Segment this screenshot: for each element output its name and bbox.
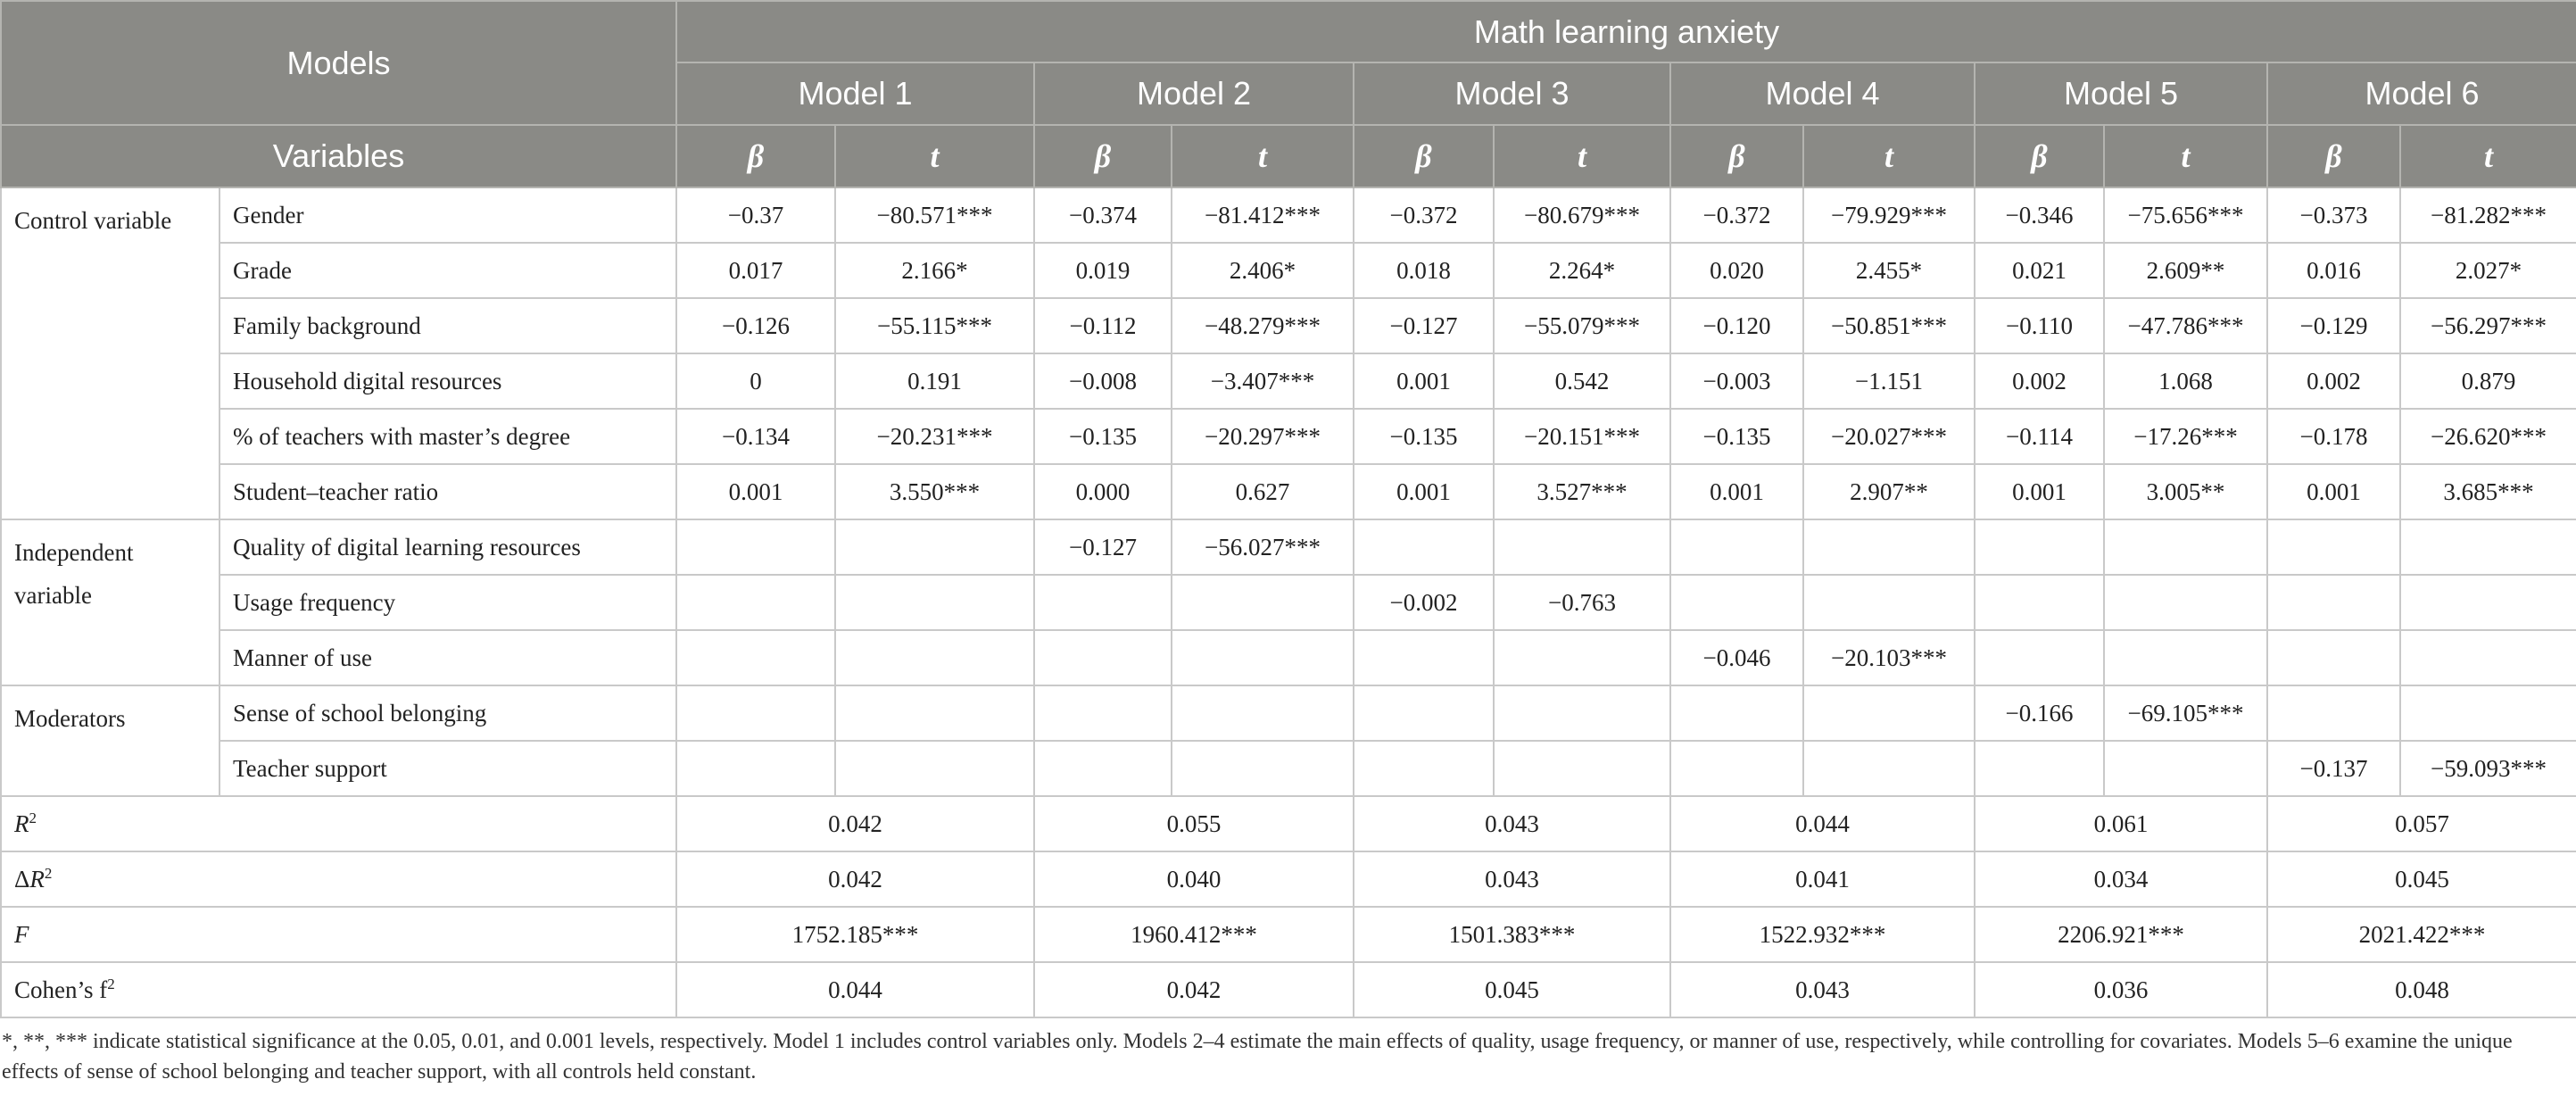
t-cell: −17.26*** — [2104, 409, 2267, 464]
t-cell — [1172, 741, 1354, 796]
t-cell — [835, 575, 1034, 630]
t-cell — [1803, 685, 1975, 741]
stat-superscript: 2 — [44, 864, 53, 882]
beta-cell — [1975, 519, 2104, 575]
beta-cell: −0.137 — [2267, 741, 2400, 796]
variables-header: Variables — [1, 125, 676, 187]
t-cell — [1172, 685, 1354, 741]
t-cell: −20.231*** — [835, 409, 1034, 464]
table-row — [1, 298, 2576, 353]
beta-cell: −0.135 — [1034, 409, 1172, 464]
t-cell — [1803, 575, 1975, 630]
beta-cell: −0.129 — [2267, 298, 2400, 353]
stat-value: 1752.185*** — [676, 907, 1034, 962]
t-cell: 1.068 — [2104, 353, 2267, 409]
t-cell: −3.407*** — [1172, 353, 1354, 409]
beta-cell: 0.002 — [2267, 353, 2400, 409]
t-cell: −80.571*** — [835, 187, 1034, 243]
stat-value: 0.036 — [1975, 962, 2267, 1017]
variable-label: Family background — [219, 298, 676, 353]
t-cell: −20.151*** — [1494, 409, 1670, 464]
t-cell: −75.656*** — [2104, 187, 2267, 243]
t-cell: 2.455* — [1803, 243, 1975, 298]
stat-value: 0.045 — [2267, 851, 2576, 907]
table-row — [1, 187, 2576, 243]
beta-cell — [2267, 685, 2400, 741]
beta-cell: −0.373 — [2267, 187, 2400, 243]
beta-cell: 0.001 — [1354, 353, 1494, 409]
stat-label — [1, 907, 676, 962]
table-row — [1, 409, 2576, 464]
t-cell: 2.907** — [1803, 464, 1975, 519]
variable-label: Usage frequency — [219, 575, 676, 630]
beta-header: β — [1034, 125, 1172, 187]
stat-superscript: 2 — [107, 975, 115, 992]
table-row — [1, 464, 2576, 519]
beta-cell: −0.114 — [1975, 409, 2104, 464]
beta-cell: 0.021 — [1975, 243, 2104, 298]
table-row — [1, 575, 2576, 630]
beta-cell: −0.127 — [1354, 298, 1494, 353]
variable-label: Grade — [219, 243, 676, 298]
t-cell: −50.851*** — [1803, 298, 1975, 353]
model-header: Model 2 — [1034, 62, 1354, 125]
beta-cell — [1354, 741, 1494, 796]
t-cell: 2.609** — [2104, 243, 2267, 298]
t-cell — [1172, 575, 1354, 630]
variable-label: Student–teacher ratio — [219, 464, 676, 519]
t-cell: −20.103*** — [1803, 630, 1975, 685]
variable-label: % of teachers with master’s degree — [219, 409, 676, 464]
beta-cell — [1034, 575, 1172, 630]
t-cell — [1803, 741, 1975, 796]
table-row — [1, 630, 2576, 685]
t-cell — [835, 685, 1034, 741]
beta-cell: −0.112 — [1034, 298, 1172, 353]
t-cell: −55.115*** — [835, 298, 1034, 353]
beta-cell: −0.002 — [1354, 575, 1494, 630]
t-cell — [835, 741, 1034, 796]
t-cell: 2.264* — [1494, 243, 1670, 298]
t-cell: 0.191 — [835, 353, 1034, 409]
t-cell: −47.786*** — [2104, 298, 2267, 353]
stat-label — [1, 851, 676, 907]
t-cell: −81.412*** — [1172, 187, 1354, 243]
t-cell — [2104, 519, 2267, 575]
stat-value: 0.044 — [676, 962, 1034, 1017]
beta-cell: −0.372 — [1354, 187, 1494, 243]
beta-cell — [676, 519, 835, 575]
beta-header: β — [1354, 125, 1494, 187]
t-cell: 3.550*** — [835, 464, 1034, 519]
stat-value: 0.042 — [676, 796, 1034, 851]
beta-cell: −0.346 — [1975, 187, 2104, 243]
beta-cell — [2267, 575, 2400, 630]
t-header: t — [1803, 125, 1975, 187]
beta-cell — [676, 741, 835, 796]
t-cell: −69.105*** — [2104, 685, 2267, 741]
beta-cell — [676, 575, 835, 630]
beta-cell — [1034, 630, 1172, 685]
t-cell: 0.542 — [1494, 353, 1670, 409]
beta-cell: 0.018 — [1354, 243, 1494, 298]
t-cell: 3.685*** — [2400, 464, 2576, 519]
beta-cell: 0.020 — [1670, 243, 1803, 298]
beta-cell: −0.008 — [1034, 353, 1172, 409]
beta-header: β — [1975, 125, 2104, 187]
beta-cell — [1670, 685, 1803, 741]
t-cell — [1494, 741, 1670, 796]
stat-symbol: F — [14, 920, 29, 948]
beta-header: β — [2267, 125, 2400, 187]
t-cell: 2.406* — [1172, 243, 1354, 298]
beta-cell: −0.110 — [1975, 298, 2104, 353]
t-header: t — [1172, 125, 1354, 187]
t-cell: 2.027* — [2400, 243, 2576, 298]
t-cell — [1494, 630, 1670, 685]
table-row — [1, 353, 2576, 409]
stat-row — [1, 796, 2576, 851]
t-cell: 0.627 — [1172, 464, 1354, 519]
beta-cell: 0.001 — [676, 464, 835, 519]
beta-cell: 0.002 — [1975, 353, 2104, 409]
stat-value: 0.061 — [1975, 796, 2267, 851]
t-cell — [2400, 519, 2576, 575]
beta-cell: −0.046 — [1670, 630, 1803, 685]
t-cell — [1494, 685, 1670, 741]
t-cell — [2400, 575, 2576, 630]
beta-cell: −0.135 — [1354, 409, 1494, 464]
beta-cell — [676, 630, 835, 685]
stat-value: 0.041 — [1670, 851, 1975, 907]
beta-cell — [1975, 630, 2104, 685]
beta-cell — [1354, 519, 1494, 575]
model-header: Model 3 — [1354, 62, 1670, 125]
beta-cell: −0.374 — [1034, 187, 1172, 243]
stat-value: 0.042 — [1034, 962, 1354, 1017]
t-header: t — [1494, 125, 1670, 187]
stat-value: 0.034 — [1975, 851, 2267, 907]
beta-cell: −0.003 — [1670, 353, 1803, 409]
stat-value: 0.042 — [676, 851, 1034, 907]
stat-value: 2206.921*** — [1975, 907, 2267, 962]
beta-cell: 0.001 — [2267, 464, 2400, 519]
beta-cell: −0.166 — [1975, 685, 2104, 741]
stat-value: 0.048 — [2267, 962, 2576, 1017]
stat-value: 0.043 — [1354, 851, 1670, 907]
beta-cell — [2267, 630, 2400, 685]
group-label: Independent variable — [1, 519, 219, 685]
group-label: Control variable — [1, 187, 219, 519]
dependent-variable-header: Math learning anxiety — [676, 1, 2576, 62]
t-cell: −20.297*** — [1172, 409, 1354, 464]
beta-cell — [1670, 575, 1803, 630]
stat-value: 0.044 — [1670, 796, 1975, 851]
beta-cell — [2267, 519, 2400, 575]
beta-cell: −0.134 — [676, 409, 835, 464]
beta-cell: 0.019 — [1034, 243, 1172, 298]
t-header: t — [2104, 125, 2267, 187]
beta-cell: −0.120 — [1670, 298, 1803, 353]
t-cell — [1172, 630, 1354, 685]
t-cell — [1803, 519, 1975, 575]
beta-cell — [1670, 519, 1803, 575]
models-header: Models — [1, 1, 676, 125]
model-header: Model 6 — [2267, 62, 2576, 125]
t-cell: −26.620*** — [2400, 409, 2576, 464]
model-header: Model 4 — [1670, 62, 1975, 125]
t-cell — [2400, 685, 2576, 741]
t-cell: −55.079*** — [1494, 298, 1670, 353]
beta-cell — [1975, 741, 2104, 796]
beta-header: β — [1670, 125, 1803, 187]
stat-value: 0.057 — [2267, 796, 2576, 851]
beta-cell: 0.001 — [1670, 464, 1803, 519]
t-cell: 2.166* — [835, 243, 1034, 298]
beta-cell — [1670, 741, 1803, 796]
variable-label: Quality of digital learning resources — [219, 519, 676, 575]
beta-cell: −0.37 — [676, 187, 835, 243]
beta-cell: −0.372 — [1670, 187, 1803, 243]
stat-value: 0.043 — [1354, 796, 1670, 851]
t-cell: −20.027*** — [1803, 409, 1975, 464]
stat-value: 0.045 — [1354, 962, 1670, 1017]
stat-row — [1, 907, 2576, 962]
beta-cell — [676, 685, 835, 741]
beta-cell: −0.135 — [1670, 409, 1803, 464]
table-row — [1, 685, 2576, 741]
t-cell: −56.297*** — [2400, 298, 2576, 353]
beta-cell — [1354, 685, 1494, 741]
t-cell — [2104, 630, 2267, 685]
table-row — [1, 243, 2576, 298]
variable-label: Manner of use — [219, 630, 676, 685]
t-cell: −56.027*** — [1172, 519, 1354, 575]
model-header: Model 1 — [676, 62, 1034, 125]
stat-value: 0.055 — [1034, 796, 1354, 851]
beta-cell: 0.001 — [1354, 464, 1494, 519]
stat-value: 1501.383*** — [1354, 907, 1670, 962]
variable-label: Sense of school belonging — [219, 685, 676, 741]
beta-cell: −0.127 — [1034, 519, 1172, 575]
t-cell: −81.282*** — [2400, 187, 2576, 243]
beta-header: β — [676, 125, 835, 187]
beta-cell: 0.017 — [676, 243, 835, 298]
t-cell: 0.879 — [2400, 353, 2576, 409]
stat-symbol: R — [14, 810, 29, 837]
t-cell: −59.093*** — [2400, 741, 2576, 796]
beta-cell: 0 — [676, 353, 835, 409]
stat-value: 2021.422*** — [2267, 907, 2576, 962]
t-cell — [2400, 630, 2576, 685]
t-cell: −1.151 — [1803, 353, 1975, 409]
stat-row — [1, 851, 2576, 907]
model-header: Model 5 — [1975, 62, 2267, 125]
beta-cell — [1034, 685, 1172, 741]
stat-superscript: 2 — [29, 809, 37, 826]
variable-label: Gender — [219, 187, 676, 243]
t-cell — [2104, 741, 2267, 796]
table-row — [1, 741, 2576, 796]
beta-cell: 0.016 — [2267, 243, 2400, 298]
t-cell — [835, 630, 1034, 685]
t-header: t — [2400, 125, 2576, 187]
stat-value: 0.043 — [1670, 962, 1975, 1017]
stat-prefix: Δ — [14, 865, 30, 893]
beta-cell: 0.000 — [1034, 464, 1172, 519]
stat-value: 0.040 — [1034, 851, 1354, 907]
table-footnote: *, **, *** indicate statistical significance at the 0.05, 0.01, and 0.001 levels, respectively. Model 1 includes control variables only. Models 2–4 estimate the main effects of quality, usage frequency, or manner of use, respectively, while controlling for covariates. Models 5–6 examine the unique effects of sense of school belonging and teacher support, with all controls held constant. — [2, 1030, 2513, 1084]
t-cell — [1494, 519, 1670, 575]
beta-cell — [1034, 741, 1172, 796]
stat-value: 1522.932*** — [1670, 907, 1975, 962]
t-cell: 3.527*** — [1494, 464, 1670, 519]
variable-label: Household digital resources — [219, 353, 676, 409]
beta-cell — [1354, 630, 1494, 685]
t-cell: −79.929*** — [1803, 187, 1975, 243]
t-cell: −48.279*** — [1172, 298, 1354, 353]
stat-symbol: R — [29, 865, 45, 893]
t-cell — [835, 519, 1034, 575]
beta-cell: −0.126 — [676, 298, 835, 353]
t-cell: 3.005** — [2104, 464, 2267, 519]
t-cell — [2104, 575, 2267, 630]
beta-cell: −0.178 — [2267, 409, 2400, 464]
t-cell: −0.763 — [1494, 575, 1670, 630]
beta-cell — [1975, 575, 2104, 630]
beta-cell: 0.001 — [1975, 464, 2104, 519]
stat-label — [1, 962, 676, 1017]
stat-symbol: Cohen’s f — [14, 976, 108, 1003]
t-cell: −80.679*** — [1494, 187, 1670, 243]
stat-row — [1, 962, 2576, 1017]
t-header: t — [835, 125, 1034, 187]
stat-label — [1, 796, 676, 851]
table-row — [1, 519, 2576, 575]
variable-label: Teacher support — [219, 741, 676, 796]
stat-value: 1960.412*** — [1034, 907, 1354, 962]
group-label: Moderators — [1, 685, 219, 796]
